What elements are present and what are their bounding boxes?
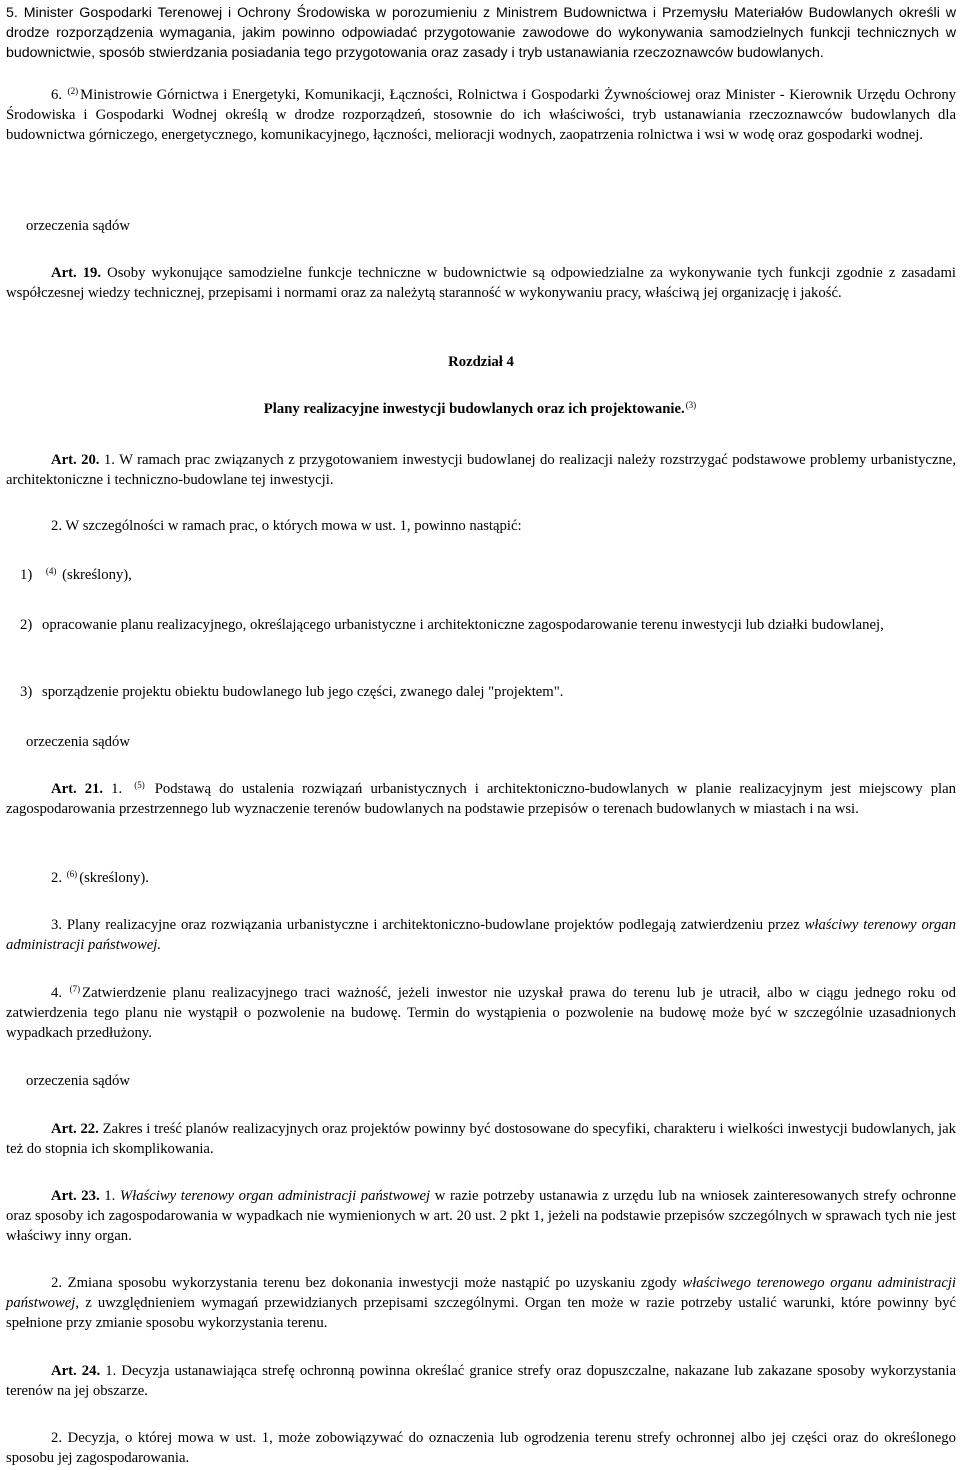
- court-rulings-link[interactable]: orzeczenia sądów: [26, 1073, 130, 1089]
- paragraph-6: 6. $^{(2)}$ Ministrowie Górnictwa i Energetyki, Komunikacji, Łączności, Rolnictwa i Gospodarki Żywnościowej oraz Minister - Kierownik Urzędu Ochrony Środowiska i Gospodarki Wodnej określą w drodze rozporządzeń, stosownie do ich właściwości, tryb ustanawiania rzeczoznawców budowlanych dla budownictwa górniczego, energetycznego, komunikacyjnego, łączności, melioracji wodnych, zaopatrzenia rolnictwa i wsi w wodę oraz gospodarki wodnej.: [6, 85, 957, 143]
- article-24-paragraph-2: 2. Decyzja, o której mowa w ust. 1, może zobowiązywać do oznaczenia lub ogrodzenia terenu strefy ochronnej albo jej części oraz do określonego sposobu jej zagospodarowania.: [6, 1430, 956, 1466]
- article-21-paragraph-4: 4. $^{(7)}$ Zatwierdzenie planu realizacyjnego traci ważność, jeżeli inwestor nie uzyskał prawa do terenu lub je utracił, albo w ciągu jednego roku od zatwierdzenia tego planu nie wystąpił o pozwolenie na budowę. Termin do wystąpienia o pozwolenie na budowę może być w szczególnie uzasadnionych wypadkach przedłużony.: [6, 983, 956, 1041]
- article-21-paragraph-3: 3. Plany realizacyjne oraz rozwiązania urbanistyczne i architektoniczno-budowlane projektów podlegają zatwierdzeniu przez właściwy terenowy organ administracji państwowej.: [6, 917, 956, 953]
- list-item: 1) $^{(4)}$ (skreślony),: [20, 565, 132, 583]
- article-23-paragraph-1: Art. 23. 1. Właściwy terenowy organ administracji państwowej w razie potrzeby ustanawia z urzędu lub na wniosek zainteresowanych strefy ochronne oraz sposoby ich zagospodarowania w wypadkach nie wymienionych w art. 20 ust. 2 pkt 1, jeżeli na podstawie przepisów szczególnych w sprawach tych nie jest właściwy inny organ.: [6, 1188, 956, 1244]
- article-23-paragraph-2: 2. Zmiana sposobu wykorzystania terenu bez dokonania inwestycji może nastąpić po uzyskaniu zgody właściwego terenowego organu administracji państwowej, z uwzględnieniem wymagań przewidzianych przepisami szczególnymi. Organ ten może w razie potrzeby ustalić warunki, które powinny być spełnione przy zmianie sposobu wykorzystania terenu.: [6, 1275, 957, 1331]
- court-rulings-link[interactable]: orzeczenia sądów: [26, 218, 130, 234]
- article-20-paragraph-2: 2. W szczególności w ramach prac, o których mowa w ust. 1, powinno nastąpić:: [51, 518, 522, 534]
- article-20-paragraph-1: Art. 20. 1. W ramach prac związanych z przygotowaniem inwestycji budowlanej do realizacji należy rozstrzygać podstawowe problemy urbanistyczne, architektoniczne i techniczno-budowlane tej inwestycji.: [6, 452, 957, 488]
- article-21-paragraph-2: 2. $^{(6)}$ (skreślony).: [51, 868, 149, 886]
- article-19: Art. 19. Osoby wykonujące samodzielne funkcje techniczne w budownictwie są odpowiedzialne za wykonywanie tych funkcji zgodnie z zasadami współczesnej wiedzy technicznej, przepisami i normami oraz za należytą staranność w wykonywaniu pracy, właściwą jej organizację i jakość.: [6, 265, 956, 301]
- paragraph-5: 5. Minister Gospodarki Terenowej i Ochrony Środowiska w porozumieniu z Ministrem Budownictwa i Przemysłu Materiałów Budowlanych określi w drodze rozporządzenia wymagania, jakim powinno odpowiadać przygotowanie zawodowe do wykonywania samodzielnych funkcji technicznych w budownictwie, sposób stwierdzania posiadania tego przygotowania oraz zasady i tryb ustanawiania rzeczoznawców budowlanych.: [6, 5, 956, 61]
- article-21-paragraph-1: Art. 21. 1. $^{(5)}$ Podstawą do ustalenia rozwiązań urbanistycznych i architektoniczno-budowlanych w planie realizacyjnym jest miejscowy plan zagospodarowania przestrzennego lub wyznaczenie terenów budowlanych na podstawie przepisów o terenach budowlanych w miastach i na wsi.: [6, 779, 957, 817]
- court-rulings-link[interactable]: orzeczenia sądów: [26, 734, 130, 750]
- chapter-subtitle: Plany realizacyjne inwestycji budowlanych oraz ich projektowanie.$^{(3)}$: [263, 399, 697, 417]
- article-24-paragraph-1: Art. 24. 1. Decyzja ustanawiająca strefę ochronną powinna określać granice strefy oraz dopuszczalne, nakazane lub zakazane sposoby wykorzystania terenów na jej obszarze.: [6, 1363, 956, 1399]
- list-item: 3) sporządzenie projektu obiektu budowlanego lub jego części, zwanego dalej "projektem".: [20, 684, 564, 700]
- chapter-title: Rozdział 4: [448, 354, 514, 370]
- list-item: 2) opracowanie planu realizacyjnego, określającego urbanistyczne i architektoniczne zagospodarowanie terenu inwestycji lub działki budowlanej,: [20, 617, 884, 633]
- article-22: Art. 22. Zakres i treść planów realizacyjnych oraz projektów powinny być dostosowane do specyfiki, charakteru i wielkości inwestycji budowlanych, jak też do stopnia ich skomplikowania.: [6, 1121, 956, 1157]
